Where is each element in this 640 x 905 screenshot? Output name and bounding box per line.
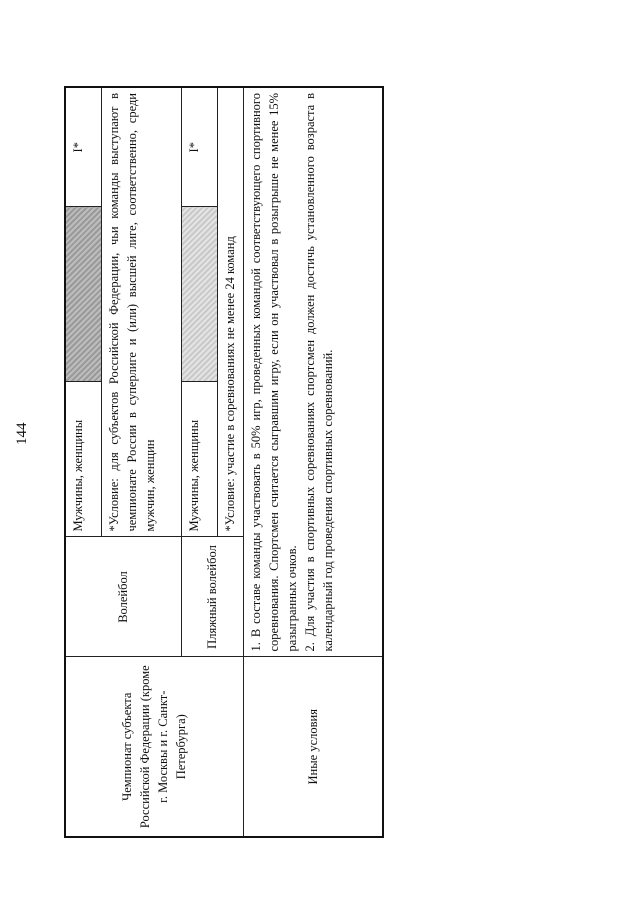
rotated-table-sheet xyxy=(64,88,384,838)
beach-volleyball-discipline: Пляжный волейбол xyxy=(204,545,219,649)
volleyball-gender: Мужчины, женщины xyxy=(71,419,85,532)
beach-volleyball-rank-cell xyxy=(181,87,217,207)
volleyball-discipline: Волейбол xyxy=(116,571,131,623)
beach-volleyball-condition: *Условие: участие в соревнованиях не менее 24 команд xyxy=(222,236,237,532)
other-conditions-item-2: 2. Для участия в спортивных соревнованиях спортсмен должен достичь установленного возраста в календарный год проведения спортивных соревнований. xyxy=(302,93,335,652)
other-conditions-label-cell xyxy=(243,657,383,837)
volleyball-rank: I* xyxy=(71,142,85,153)
beach-volleyball-gender-cell xyxy=(181,382,217,537)
volleyball-discipline-cell xyxy=(65,537,181,657)
beach-volleyball-condition-cell xyxy=(217,87,243,537)
championship-label: Чемпионат субъекта Российской Федерации (кроме г. Москвы и г. Санкт-Петербурга) xyxy=(120,665,189,829)
other-conditions-label: Иные условия xyxy=(305,709,320,785)
other-conditions-item-1: 1. В составе команды участвовать в 50% игр, проведенных командой соответствующего спортивного соревнования. Спортсмен считается сыгравшим игру, если он участвовал в розыгрыше не менее 15% разыгранных очков. xyxy=(248,93,299,652)
rank-requirements-table xyxy=(64,86,384,838)
page-number: 144 xyxy=(14,422,30,445)
championship-cell xyxy=(65,657,243,837)
volleyball-condition: *Условие: для субъектов Российской Федерации, чьи команды выступают в чемпионате России в суперлиге и (или) высшей лиге, соответственно, среди мужчин, женщин xyxy=(106,93,157,532)
beach-volleyball-rank: I* xyxy=(186,142,201,153)
beach-volleyball-shaded-cell xyxy=(181,207,217,382)
volleyball-rank-cell xyxy=(65,87,101,207)
volleyball-shaded-cell xyxy=(65,207,101,382)
beach-volleyball-gender: Мужчины, женщины xyxy=(186,419,201,532)
other-conditions-row xyxy=(243,87,383,837)
beach-volleyball-discipline-cell xyxy=(181,537,243,657)
other-conditions-text-cell xyxy=(243,87,383,657)
volleyball-gender-cell xyxy=(65,382,101,537)
volleyball-condition-cell xyxy=(101,87,181,537)
volleyball-row xyxy=(65,87,101,837)
